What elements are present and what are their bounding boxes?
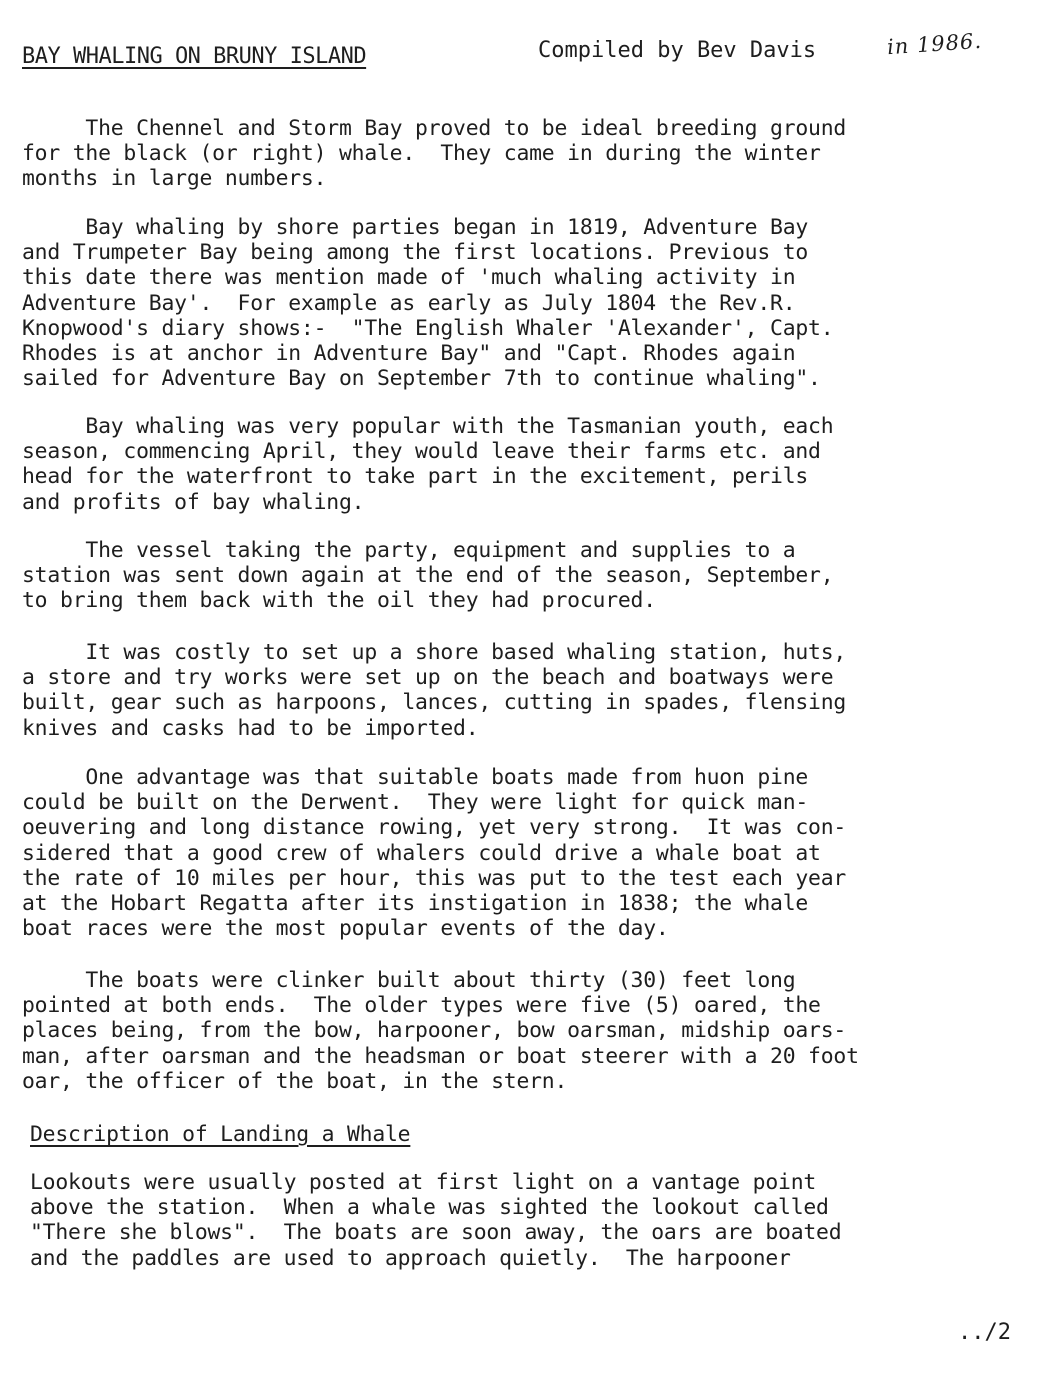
paragraph-tasmanian-youth: Bay whaling was very popular with the Tasmanian youth, each season, commencing April, they would leave their farms etc. and head for the waterfront to take part in the excitement, perils and profits of bay whaling. — [22, 414, 834, 515]
paragraph-shore-parties: Bay whaling by shore parties began in 1819, Adventure Bay and Trumpeter Bay being among the first locations. Previous to this date there was mention made of 'much whaling activity in Adventure Bay'. For example as early as July 1804 the Rev.R. Knopwood's diary shows:- "The English Whaler 'Alexander', Capt. Rhodes is at anchor in Adventure Bay" and "Capt. Rhodes again sailed for Adventure Bay on September 7th to continue whaling". — [22, 215, 834, 392]
paragraph-huon-pine-boats: One advantage was that suitable boats made from huon pine could be built on the Derwent. They were light for quick man- oeuvering and long distance rowing, yet very strong. It was con- sidered that a good crew of whalers could drive a whale boat at the rate of 10 miles per hour, this was put to the test each year at the Hobart Regatta after its instigation in 1838; the whale boat races were the most popular events of the day. — [22, 765, 847, 942]
paragraph-breeding-ground: The Chennel and Storm Bay proved to be ideal breeding ground for the black (or right) whale. They came in during the winter months in large numbers. — [22, 116, 847, 192]
section-heading: Description of Landing a Whale — [30, 1122, 411, 1147]
page-continuation-marker: ../2 — [958, 1320, 1011, 1345]
compiled-by-line: Compiled by Bev Davis — [538, 38, 817, 63]
document-header — [22, 28, 1022, 76]
paragraph-clinker-boats: The boats were clinker built about thirty (30) feet long pointed at both ends. The older types were five (5) oared, the places being, from the bow, harpooner, bow oarsman, midship oars- man, after oarsman and the headsman or boat steerer with a 20 foot oar, the officer of the boat, in the stern. — [22, 968, 859, 1094]
document-title: BAY WHALING ON BRUNY ISLAND — [22, 44, 367, 69]
paragraph-vessel: The vessel taking the party, equipment and supplies to a station was sent down again at the end of the season, September, to bring them back with the oil they had procured. — [22, 538, 834, 614]
paragraph-station-cost: It was costly to set up a shore based whaling station, huts, a store and try works were set up on the beach and boatways were built, gear such as harpoons, lances, cutting in spades, flensing knives and casks had to be imported. — [22, 640, 847, 741]
paragraph-lookouts: Lookouts were usually posted at first light on a vantage point above the station. When a whale was sighted the lookout called "There she blows". The boats are soon away, the oars are boated and the paddles are used to approach quietly. The harpooner — [30, 1170, 842, 1271]
handwritten-date-note: in 1986. — [886, 28, 983, 60]
